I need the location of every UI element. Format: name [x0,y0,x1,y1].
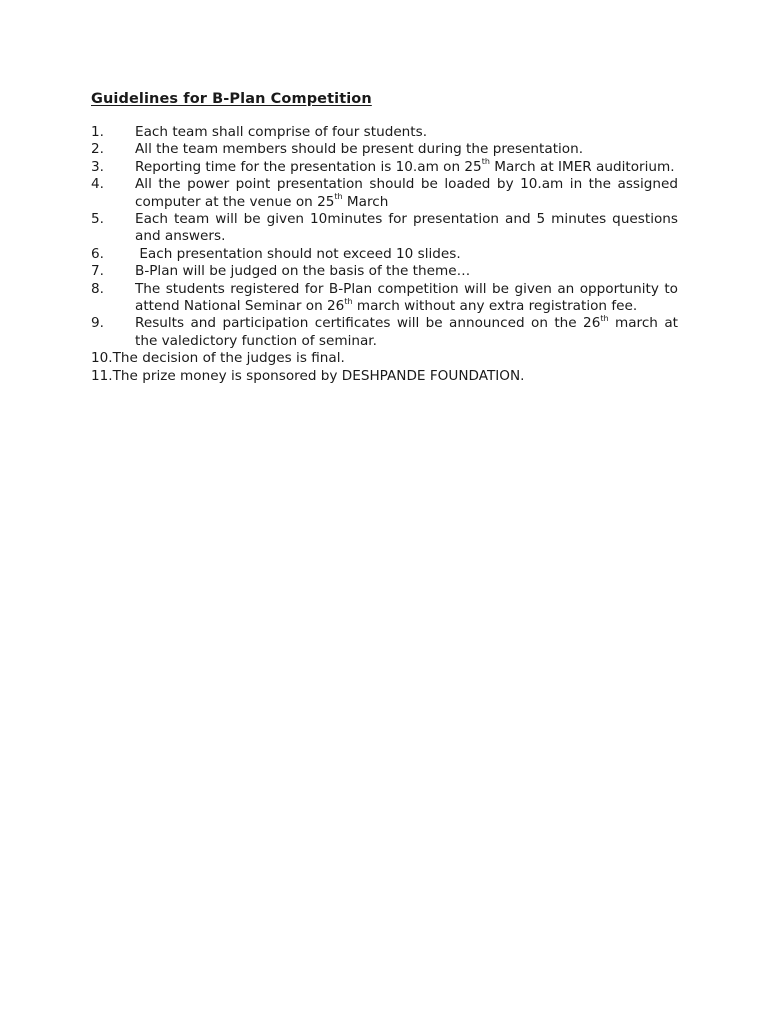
ordinal-suffix: th [600,313,609,323]
item-text-continued: March [342,193,389,210]
item-text: All the power point presentation should be loaded by 10.am in the assigned computer at the venue on 25 [135,176,678,210]
item-text: Each team will be given 10minutes for presentation and 5 minutes questions and answers. [135,211,678,245]
item-number: 7. [91,263,104,280]
guidelines-list [91,124,678,385]
ordinal-suffix: th [334,192,343,202]
list-item [91,211,678,246]
list-item [91,368,678,385]
list-item [91,263,678,280]
list-item [91,176,678,211]
ordinal-suffix: th [344,296,353,306]
item-number: 1. [91,124,104,140]
item-text: Each presentation should not exceed 10 slides. [135,245,461,262]
list-item [91,281,678,316]
item-number: 10. [91,350,113,367]
item-text: B-Plan will be judged on the basis of the theme… [135,263,471,280]
item-text: The prize money is sponsored by DESHPANDE FOUNDATION. [112,367,525,384]
item-text: Results and participation certificates will be announced on the 26 [135,315,601,332]
list-item [91,246,678,263]
item-text: The decision of the judges is final. [112,350,345,367]
item-number: 2. [91,141,104,158]
item-text: Each team shall comprise of four students. [135,124,428,140]
item-text-continued: march at the valedictory function of seminar. [135,315,678,349]
list-item [91,315,678,350]
item-text: Reporting time for the presentation is 10.am on 25 [135,158,482,175]
item-number: 4. [91,176,104,193]
ordinal-suffix: th [481,157,490,167]
item-text: The students registered for B-Plan competition will be given an opportunity to attend National Seminar on 26 [135,280,678,315]
item-number: 5. [91,211,104,228]
item-text-continued: march without any extra registration fee. [352,298,638,315]
item-number: 9. [91,315,104,332]
item-number: 11. [91,367,113,384]
list-item [91,141,678,158]
list-item [91,159,678,176]
item-number: 3. [91,158,104,175]
item-text-continued: March at IMER auditorium. [489,158,675,175]
document-title: Guidelines for B-Plan Competition [91,91,372,107]
item-number: 6. [91,245,104,262]
list-item [91,124,678,141]
item-number: 8. [91,280,104,297]
list-item [91,350,678,367]
item-text: All the team members should be present during the presentation. [135,141,584,158]
